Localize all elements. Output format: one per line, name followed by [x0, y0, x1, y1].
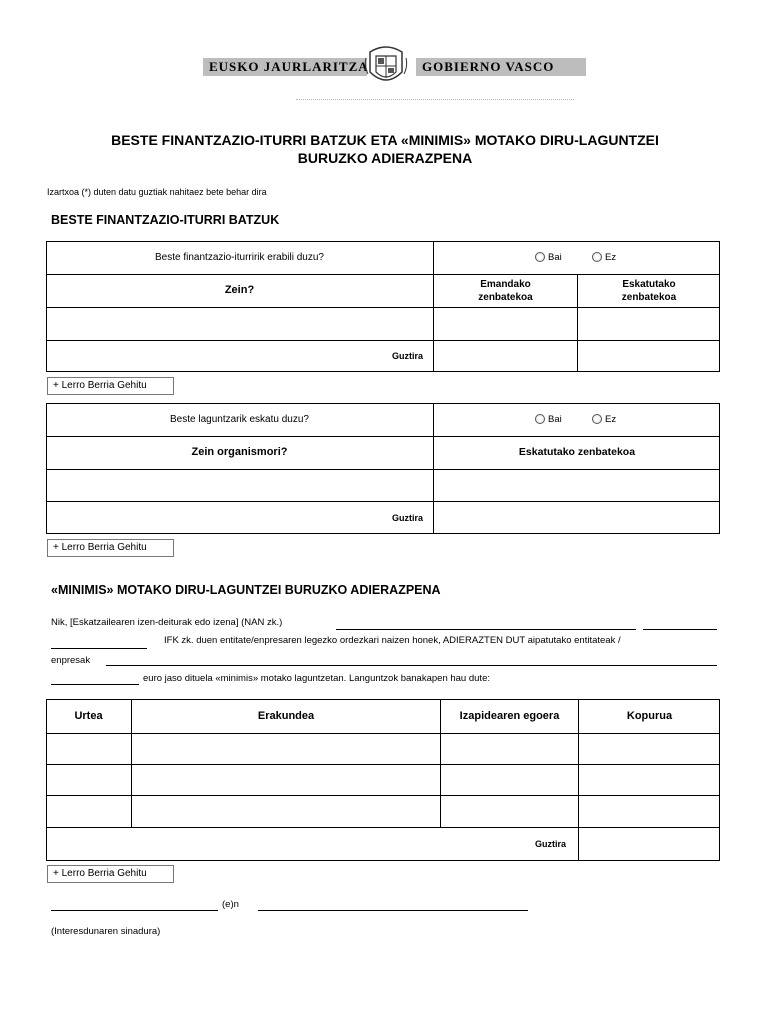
which-input[interactable] — [47, 308, 433, 340]
total-label-2: Guztira — [392, 513, 424, 523]
applicant-name-field[interactable] — [336, 629, 636, 630]
page-title-line1: BESTE FINANTZAZIO-ITURRI BATZUK ETA «MINIMIS» MOTAKO DIRU-LAGUNTZEI — [111, 132, 659, 148]
col-given — [434, 274, 577, 307]
radio-no-1[interactable] — [592, 252, 616, 263]
add-row-button-2[interactable]: + Lerro Berria Gehitu — [47, 539, 174, 557]
euro-amount-field[interactable] — [51, 684, 139, 685]
organism-input[interactable] — [47, 470, 433, 501]
radio-no-label: Ez — [605, 252, 617, 263]
col-requested — [578, 274, 720, 307]
requested-input[interactable] — [434, 470, 719, 501]
page-title-line2: BURUZKO ADIERAZPENA — [297, 150, 473, 166]
col-given-line1: Emandako — [480, 278, 531, 290]
col-organism: Zein organismori? — [191, 446, 288, 458]
add-row-button-3[interactable]: + Lerro Berria Gehitu — [47, 865, 174, 883]
declaration-line2: IFK zk. duen entitate/enpresaren legezko ordezkari naizen honek, ADIERAZTEN DUT aipatutako entitateak / — [164, 635, 621, 646]
table-row[interactable] — [47, 765, 131, 795]
total-label-3: Guztira — [535, 839, 567, 849]
radio-circle-icon — [535, 252, 545, 262]
table-row[interactable] — [47, 734, 131, 764]
funding-question: Beste finantzazio-iturririk erabili duzu? — [155, 252, 324, 263]
radio-yes-label: Bai — [548, 414, 562, 425]
declaration-line3: enpresak — [51, 655, 91, 666]
section2-heading: «MINIMIS» MOTAKO DIRU-LAGUNTZEI BURUZKO ADIERAZPENA — [51, 583, 441, 597]
declaration-line4: euro jaso dituela «minimis» motako laguntzetan. Languntzok banakapen hau dute: — [143, 673, 490, 684]
given-amount-input[interactable] — [434, 308, 577, 340]
col-amount: Kopurua — [626, 709, 673, 722]
col-requested-line1: Eskatutako — [622, 278, 676, 290]
requested-amount-input[interactable] — [578, 308, 719, 340]
place-suffix: (e)n — [222, 899, 239, 910]
radio-yes-1[interactable] — [535, 252, 562, 263]
col-entity: Erakundea — [257, 709, 315, 722]
other-aid-question: Beste laguntzarik eskatu duzu? — [170, 414, 309, 425]
nan-field[interactable] — [643, 629, 717, 630]
radio-circle-icon — [592, 252, 602, 262]
radio-yes-2[interactable] — [535, 414, 562, 425]
amount-total-input[interactable] — [579, 828, 719, 860]
required-note: Izartxoa (*) duten datu guztiak nahitaez bete behar dira — [47, 187, 267, 197]
col-requested-amount: Eskatutako zenbatekoa — [518, 446, 636, 458]
col-status: Izapidearen egoera — [459, 709, 560, 722]
col-which: Zein? — [224, 284, 255, 296]
section1-heading: BESTE FINANTZAZIO-ITURRI BATZUK — [51, 213, 280, 227]
place-field[interactable] — [51, 910, 218, 911]
col-given-line2: zenbatekoa — [478, 291, 533, 303]
radio-no-label: Ez — [605, 414, 617, 425]
radio-no-2[interactable] — [592, 414, 616, 425]
signature-label: (Interesdunaren sinadura) — [51, 926, 161, 937]
table-row[interactable] — [47, 796, 131, 827]
header-left-text: EUSKO JAURLARITZA — [203, 58, 367, 76]
col-requested-line2: zenbatekoa — [621, 291, 677, 303]
declaration-line1: Nik, [Eskatzailearen izen-deiturak edo izena] (NAN zk.) — [51, 617, 283, 628]
ifk-field[interactable] — [51, 648, 147, 649]
radio-circle-icon — [592, 414, 602, 424]
date-field[interactable] — [258, 910, 528, 911]
given-total-input[interactable] — [434, 341, 577, 371]
header-divider — [296, 99, 574, 100]
header-right-text: GOBIERNO VASCO — [416, 58, 586, 76]
requested-total-input-2[interactable] — [434, 502, 719, 533]
col-year: Urtea — [74, 709, 103, 722]
requested-total-input[interactable] — [578, 341, 719, 371]
radio-yes-label: Bai — [548, 252, 562, 263]
coat-of-arms-logo — [362, 42, 410, 90]
company-field[interactable] — [106, 665, 717, 666]
total-label-1: Guztira — [392, 351, 424, 361]
add-row-button-1[interactable]: + Lerro Berria Gehitu — [47, 377, 174, 395]
radio-circle-icon — [535, 414, 545, 424]
